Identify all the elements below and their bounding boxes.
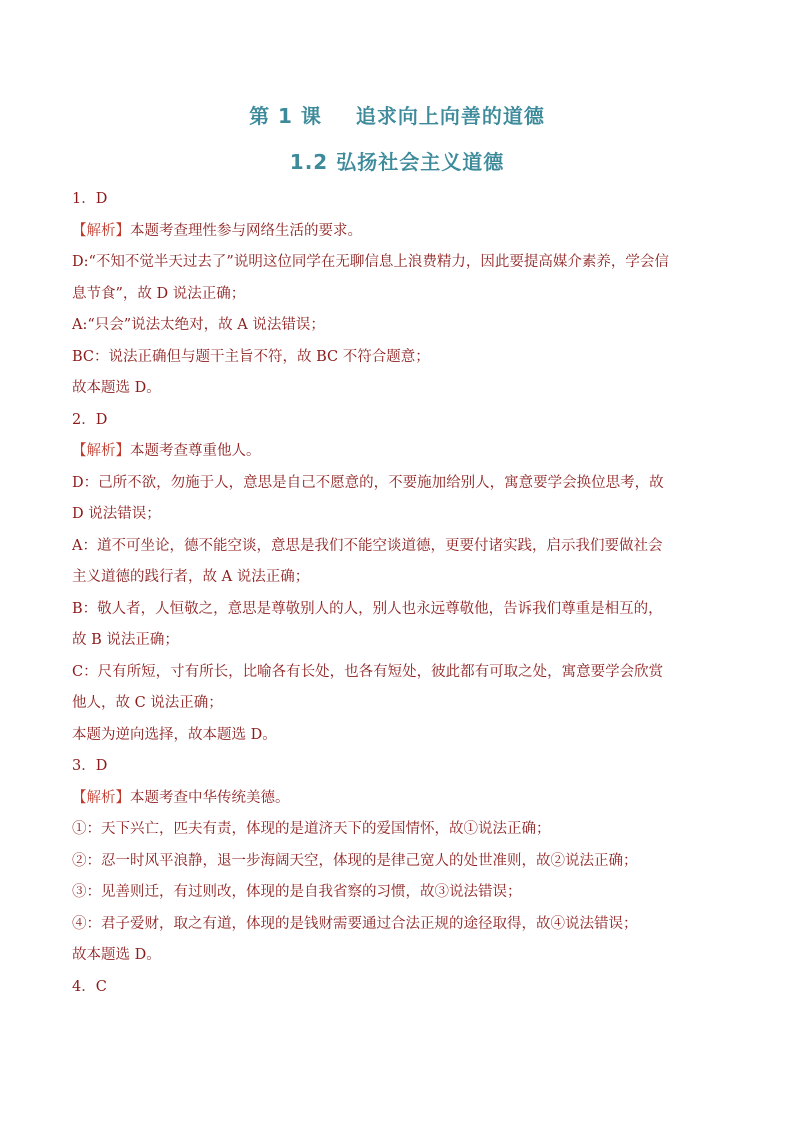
explanation-line: 故 B 说法正确； [72,632,179,648]
explanation-line: ③：见善则迁，有过则改，体现的是自我省察的习惯，故③说法错误； [72,884,522,900]
explanation-line: ④：君子爱财，取之有道，体现的是钱财需要通过合法正规的途径取得，故④说法错误； [72,915,638,932]
explanation-line: 息节食”，故 D 说法正确； [72,285,246,302]
conclusion-line: 故本题选 D。 [72,947,161,963]
explanation-line: ②：忍一时风平浪静，退一步海阔天空，体现的是律己宽人的处世准则，故②说法正确； [72,852,638,869]
explanation-line: 主义道德的践行者，故 A 说法正确； [72,569,310,585]
explanation-line: 他人，故 C 说法正确； [72,695,223,711]
answer-number: 1．D [72,191,108,207]
lesson-heading [0,100,794,129]
explanation-line: A:“只会”说法太绝对，故 A 说法错误； [72,317,325,333]
section-title: 1.2 弘扬社会主义道德 [289,150,505,174]
conclusion-line: 故本题选 D。 [72,380,161,396]
analysis-tag: 【解析】 [72,222,130,239]
answer-content [72,184,732,1003]
explanation-line: D：己所不欲，勿施于人，意思是自己不愿意的，不要施加给别人，寓意要学会换位思考，故 [72,474,664,491]
explanation-line: C：尺有所短，寸有所长，比喻各有长处，也各有短处，彼此都有可取之处，寓意要学会欣赏 [72,663,664,680]
conclusion-line: 本题为逆向选择，故本题选 D。 [72,726,277,743]
explanation-line: B：敬人者，人恒敬之，意思是尊敬别人的人，别人也永远尊敬他，告诉我们尊重是相互的， [72,600,663,617]
analysis-tag: 【解析】 [72,443,130,459]
explanation-line: D 说法错误； [72,506,161,522]
analysis-tag: 【解析】 [72,789,130,806]
lesson-title: 追求向上向善的道德 [355,104,545,128]
lesson-label: 第 1 课 [249,104,322,128]
explanation-line: BC：说法正确但与题干主旨不符，故 BC 不符合题意； [72,348,430,365]
answer-number: 2．D [72,411,108,428]
explanation-line: A：道不可坐论，德不能空谈，意思是我们不能空谈道德，更要付诸实践，启示我们要做社会 [72,537,663,554]
analysis-line: 【解析】本题考查中华传统美德。 [72,789,290,806]
answer-number: 3．D [72,758,108,774]
explanation-line: ①：天下兴亡，匹夫有责，体现的是道济天下的爱国情怀，故①说法正确； [72,821,551,837]
analysis-line: 【解析】本题考查理性参与网络生活的要求。 [72,222,362,239]
analysis-line: 【解析】本题考查尊重他人。 [72,443,261,459]
answer-number: 4．C [72,978,107,995]
explanation-line: D:“不知不觉半天过去了”说明这位同学在无聊信息上浪费精力，因此要提高媒介素养，学会信 [72,254,669,270]
